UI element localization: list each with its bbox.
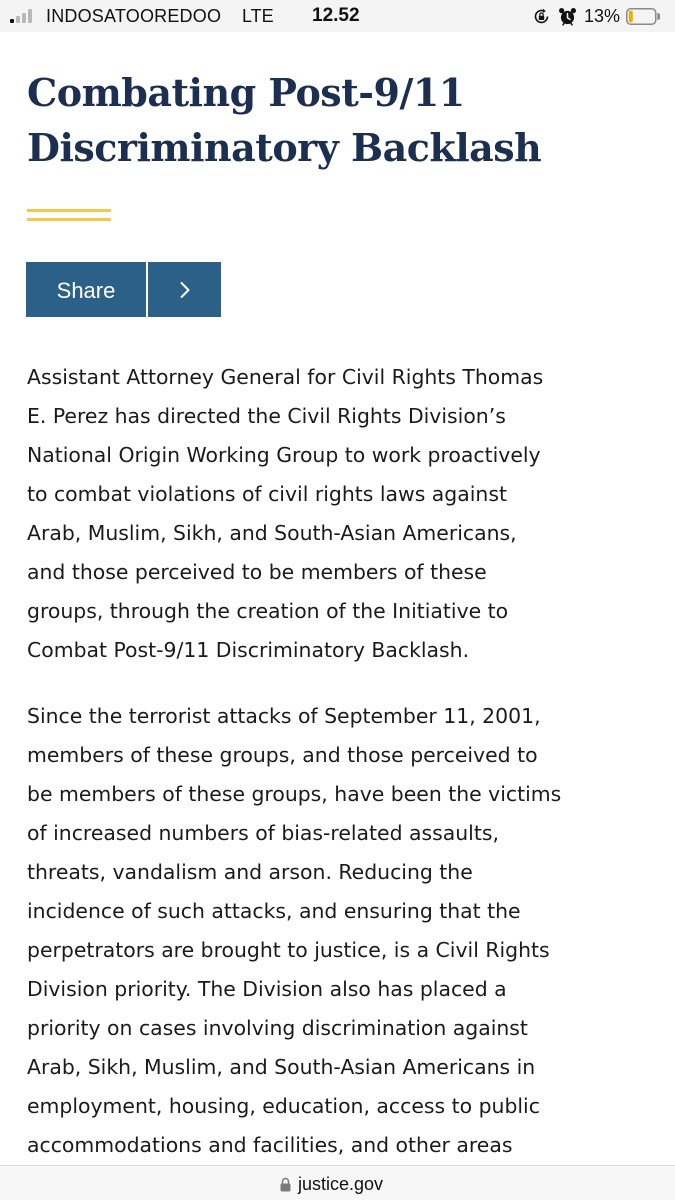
status-bar bbox=[0, 0, 675, 32]
battery-icon bbox=[626, 8, 660, 25]
url-domain: justice.gov bbox=[298, 1174, 384, 1194]
rotation-lock-icon bbox=[533, 8, 550, 25]
status-time: 12.52 bbox=[312, 5, 360, 26]
page-title-line: Combating Post-9/11 bbox=[27, 70, 465, 115]
carrier-name: INDOSATOOREDOO bbox=[46, 6, 222, 26]
share-button[interactable]: Share bbox=[26, 262, 146, 317]
url-display bbox=[280, 1174, 383, 1195]
share-control bbox=[26, 262, 221, 317]
lock-icon bbox=[280, 1177, 291, 1192]
alarm-clock-icon bbox=[558, 7, 577, 26]
article-paragraph: Since the terrorist attacks of September 11, 2001, members of these groups, and those perceived to be members of these groups, have been the victims of increased numbers of bias-related assaults, threats, vandalism and arson. Reducing the incidence of such attacks, and ensuring that the perpetrators are brought to justice, is a Civil Rights Division priority. The Division also has placed a priority on cases involving discrimination against Arab, Sikh, Muslim, and South-Asian Americans in employment, housing, education, access to public accommodations and facilities, and other areas bbox=[27, 704, 562, 1157]
battery-percentage: 13% bbox=[584, 6, 621, 26]
share-expand-button[interactable] bbox=[148, 262, 221, 317]
signal-strength-icon bbox=[10, 9, 32, 23]
title-accent-rule bbox=[27, 209, 111, 221]
page-title-line: Discriminatory Backlash bbox=[27, 125, 542, 170]
chevron-right-icon bbox=[179, 281, 191, 299]
article-paragraph: Assistant Attorney General for Civil Rights Thomas E. Perez has directed the Civil Rights Division’s National Origin Working Group to work proactively to combat violations of civil rights laws against Arab, Muslim, Sikh, and South-Asian Americans, and those perceived to be members of these groups, through the creation of the Initiative to Combat Post-9/11 Discriminatory Backlash. bbox=[27, 365, 544, 662]
page-title bbox=[27, 65, 647, 175]
network-type: LTE bbox=[242, 6, 274, 26]
browser-url-bar[interactable] bbox=[0, 1165, 675, 1200]
